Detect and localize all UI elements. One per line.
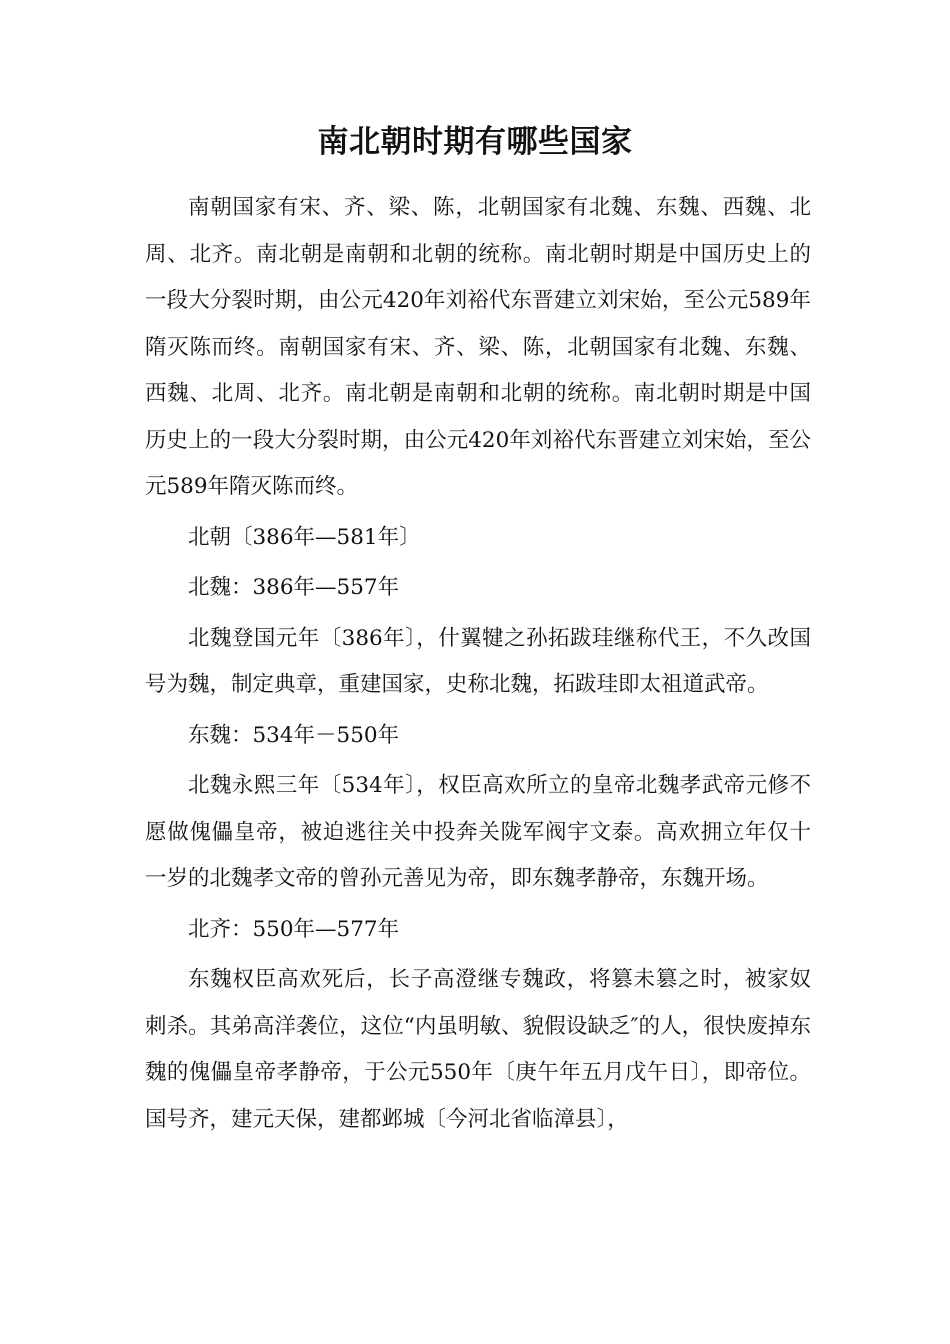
section-heading-northern-dynasties: 北朝〔386年—581年〕 xyxy=(188,524,421,550)
paragraph-northern-qi: 东魏权臣高欢死后，长子高澄继专魏政，将篡未篡之时，被家奴刺杀。其弟高洋袭位，这位“内虽明敏、貌假设缺乏″的人，很快废掉东魏的傀儡皇帝孝静帝，于公元550年〔庚午年五月戊午日〕，即帝位。国号齐，建元天保，建都邺城〔今河北省临漳县〕， xyxy=(145,967,811,1132)
paragraph-northern-wei: 北魏登国元年〔386年〕，什翼犍之孙拓跋珪继称代王，不久改国号为魏，制定典章，重建国家，史称北魏，拓跋珪即太祖道武帝。 xyxy=(145,625,811,697)
document-body xyxy=(145,185,811,1147)
section-heading-eastern-wei: 东魏：534年－550年 xyxy=(188,722,400,748)
paragraph-intro: 南朝国家有宋、齐、梁、陈，北朝国家有北魏、东魏、西魏、北周、北齐。南北朝是南朝和北朝的统称。南北朝时期是中国历史上的一段大分裂时期，由公元420年刘裕代东晋建立刘宋始，至公元589年隋灭陈而终。南朝国家有宋、齐、梁、陈，北朝国家有北魏、东魏、西魏、北周、北齐。南北朝是南朝和北朝的统称。南北朝时期是中国历史上的一段大分裂时期，由公元420年刘裕代东晋建立刘宋始，至公元589年隋灭陈而终。 xyxy=(145,195,811,499)
paragraph-eastern-wei: 北魏永熙三年〔534年〕，权臣高欢所立的皇帝北魏孝武帝元修不愿做傀儡皇帝，被迫逃往关中投奔关陇军阀宇文泰。高欢拥立年仅十一岁的北魏孝文帝的曾孙元善见为帝，即东魏孝静帝，东魏开场。 xyxy=(145,773,811,891)
section-heading-northern-qi: 北齐：550年—577年 xyxy=(188,916,400,942)
document-title: 南北朝时期有哪些国家 xyxy=(317,124,633,160)
section-heading-northern-wei: 北魏：386年—557年 xyxy=(188,575,400,600)
